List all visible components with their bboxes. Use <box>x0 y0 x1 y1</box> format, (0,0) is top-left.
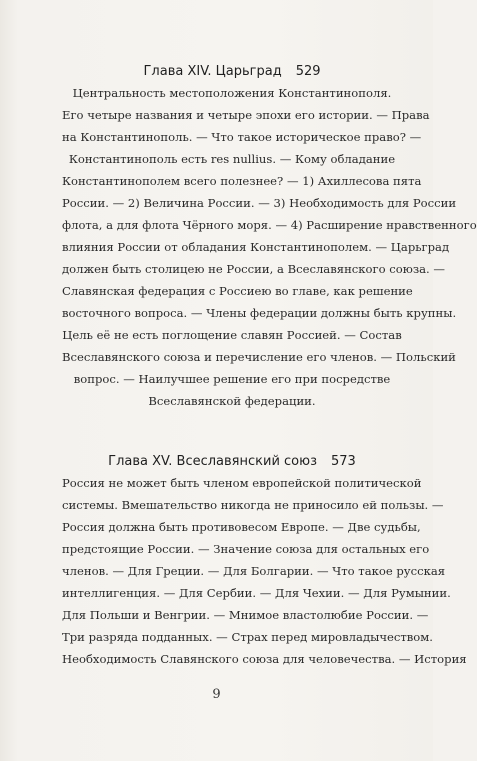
chapter-title: Глава XV. Всеславянский союз <box>108 454 317 469</box>
summary-line: предстоящие России. — Значение союза для остальных его <box>62 542 430 556</box>
summary-line: Россия должна быть противовесом Европе. — Две судьбы, <box>62 520 421 534</box>
chapter-summary <box>62 472 467 670</box>
summary-line: на Константинополь. — Что такое историческое право? — <box>62 130 422 144</box>
chapter-summary <box>62 82 477 412</box>
summary-line: Славянская федерация с Россиею во главе, как решение <box>62 284 413 298</box>
summary-line: системы. Вмешательство никогда не приносило ей пользы. — <box>62 498 444 512</box>
summary-line: влияния России от обладания Константинополем. — Царьград <box>62 240 450 254</box>
summary-line: должен быть столицею не России, а Всеславянского союза. — <box>62 262 446 276</box>
summary-line: Для Польши и Венгрии. — Мнимое властолюбие России. — <box>62 608 429 622</box>
chapter-heading <box>62 452 402 472</box>
summary-line: Всеславянской федерации. <box>148 394 316 408</box>
summary-line: интеллигенция. — Для Сербии. — Для Чехии. — Для Румынии. <box>62 586 451 600</box>
summary-line: России. — 2) Величина России. — 3) Необходимость для России <box>62 196 457 210</box>
chapter-page-number: 573 <box>330 454 356 469</box>
chapter-xiv <box>62 62 477 412</box>
summary-line: флота, а для флота Чёрного моря. — 4) Расширение нравственного <box>62 218 477 232</box>
summary-line: Россия не может быть членом европейской политической <box>62 476 422 490</box>
summary-line: Центральность местоположения Константинополя. <box>72 86 392 100</box>
page-number: 9 <box>212 687 221 702</box>
summary-line: Необходимость Славянского союза для человечества. — История <box>62 652 467 666</box>
summary-line: членов. — Для Греции. — Для Болгарии. — Что такое русская <box>62 564 446 578</box>
summary-line: восточного вопроса. — Члены федерации должны быть крупны. <box>62 306 457 320</box>
summary-line: Константинополь есть res nullius. — Кому обладание <box>68 152 396 166</box>
summary-line: Цель её не есть поглощение славян Россией. — Состав <box>62 328 402 342</box>
chapter-title: Глава XIV. Царьград <box>143 64 282 79</box>
chapter-heading <box>62 62 402 82</box>
summary-line: Его четыре названия и четыре эпохи его истории. — Права <box>62 108 430 122</box>
summary-line: вопрос. — Наилучшее решение его при посредстве <box>73 372 391 386</box>
summary-line: Три разряда подданных. — Страх перед мировладычеством. <box>62 630 433 644</box>
summary-line: Константинополем всего полезнее? — 1) Ахиллесова пята <box>62 174 422 188</box>
summary-line: Всеславянского союза и перечисление его членов. — Польский <box>62 350 456 364</box>
chapter-xv <box>62 452 467 670</box>
chapter-page-number: 529 <box>295 64 321 79</box>
